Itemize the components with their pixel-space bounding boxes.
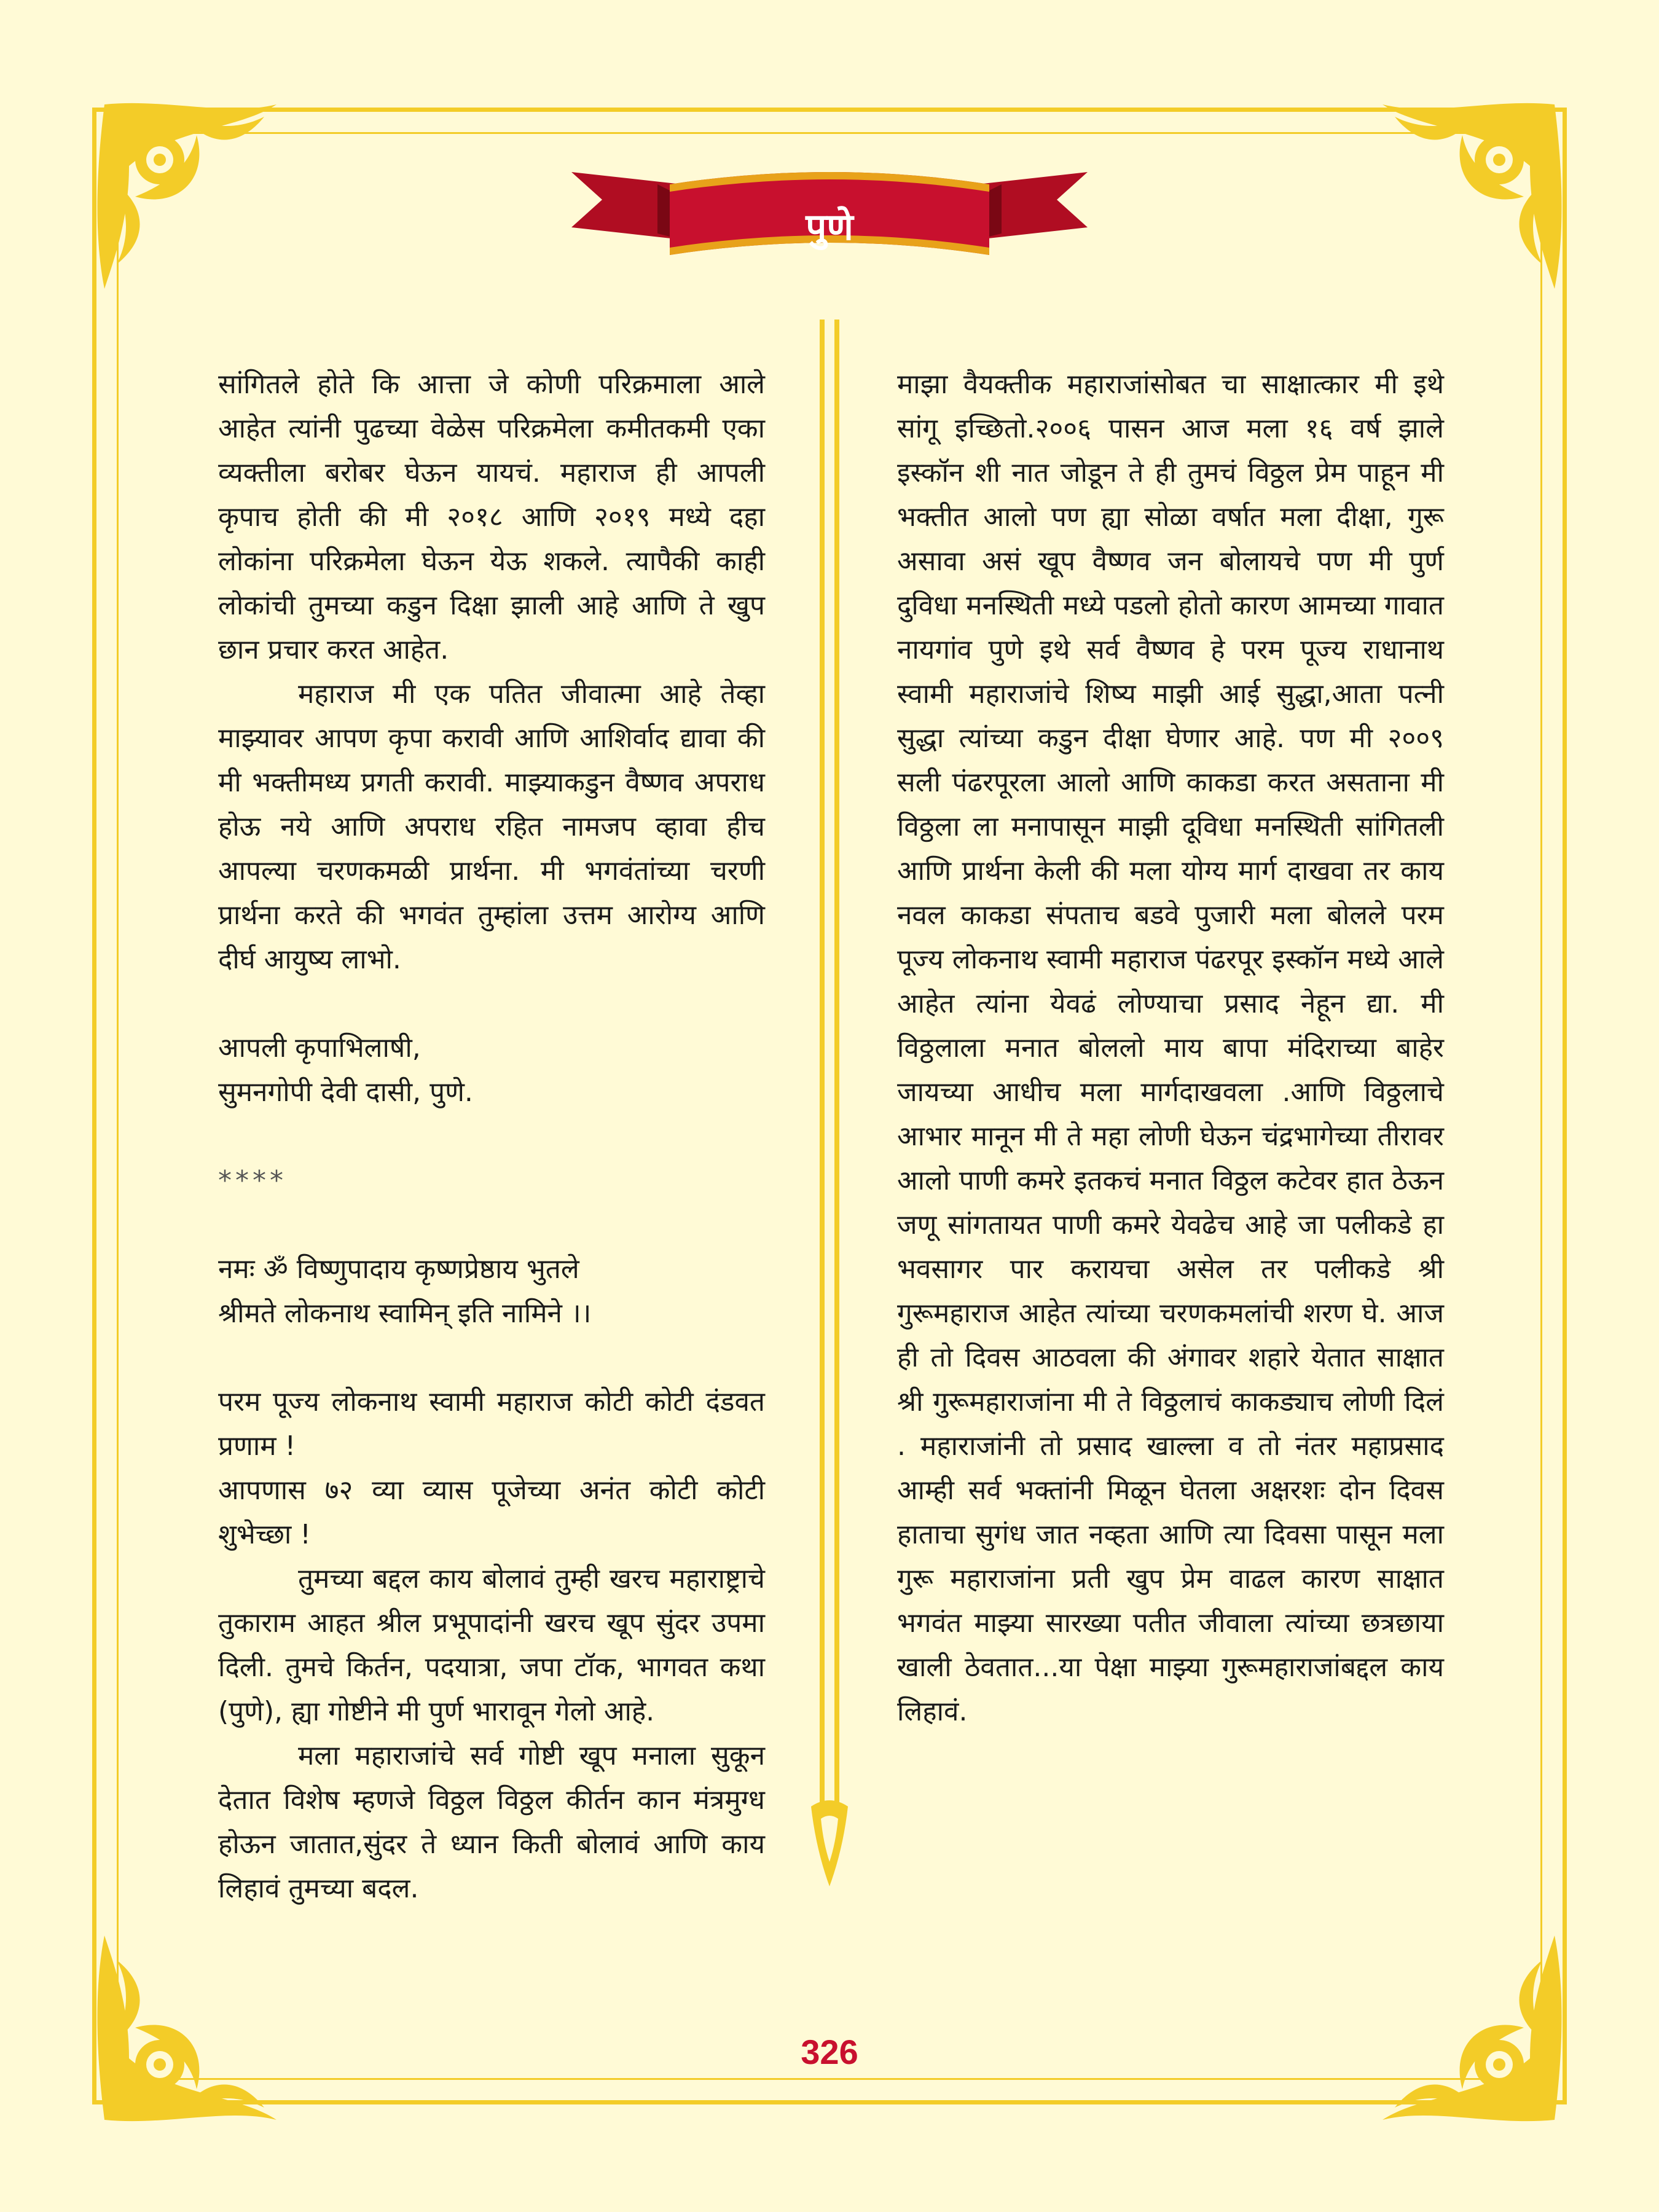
paragraph: परम पूज्य लोकनाथ स्वामी महाराज कोटी कोटी दंडवत प्रणाम ! <box>218 1386 765 1462</box>
mantra-line: श्रीमते लोकनाथ स्वामिन् इति नामिने ।। <box>218 1298 592 1329</box>
vertical-divider-ornament-icon <box>806 320 853 1892</box>
paragraph: माझा वैयक्तीक महाराजांसोबत चा साक्षात्कार मी इथे सांगू इच्छितो.२००६ पासन आज मला १६ वर्ष झाले इस्कॉन शी नात जोडून ते ही तुमचं विठ्ठल प्रेम पाहून मी भक्तीत आलो पण ह्या सोळा वर्षात मला दीक्षा, गुरू असावा असं खूप वैष्णव जन बोलायचे पण मी पुर्ण दुविधा मनस्थिती मध्ये पडलो होतो कारण आमच्या गावात नायगांव पुणे इथे सर्व वैष्णव हे परम पूज्य राधानाथ स्वामी महाराजांचे शिष्य माझी आई सुद्धा,आता पत्नी सुद्धा त्यांच्या कडुन दीक्षा घेणार आहे. पण मी २००९ सली पंढरपूरला आलो आणि काकडा करत असताना मी विठ्ठला ला मनापासून माझी दूविधा मनस्थिती सांगितली आणि प्रार्थना केली की मला योग्य मार्ग दाखवा तर काय नवल काकडा संपताच बडवे पुजारी मला बोलले परम पूज्य लोकनाथ स्वामी महाराज पंढरपूर इस्कॉन मध्ये आले आहेत त्यांना येवढं लोण्याचा प्रसाद नेहून द्या. मी विठ्ठलाला मनात बोललो माय बापा मंदिराच्या बाहेर जायच्या आधीच मला मार्गदाखवला .आणि विठ्ठलाचे आभार मानून मी ते महा लोणी घेऊन चंद्रभागेच्या तीरावर आलो पाणी कमरे इतकचं मनात विठ्ठल कटेवर हात ठेऊन जणू सांगतायत पाणी कमरे येवढेच आहे जा पलीकडे हा भवसागर पार करायचा असेल तर पलीकडे श्री गुरूमहाराज आहेत त्यांच्या चरणकमलांची शरण घे. आज ही तो दिवस आठवला की अंगावर शहारे येतात साक्षात श्री गुरूमहाराजांना मी ते विठ्ठलाचं काकड्याच लोणी दिलं . महाराजांनी तो प्रसाद खाल्ला व तो नंतर महाप्रसाद आम्ही सर्व भक्तांनी मिळून घेतला अक्षरशः दोन दिवस हाताचा सुगंध जात नव्हता आणि त्या दिवसा पासून मला गुरू महाराजांना प्रती खुप प्रेम वाढल कारण साक्षात भगवंत माझ्या सारख्या पतीत जीवाला त्यांच्या छत्रछाया खाली ठेवतात...या पेक्षा माझ्या गुरूमहाराजांबद्दल काय लिहावं. <box>897 369 1444 1727</box>
floral-corner-ornament-icon <box>92 92 301 301</box>
floral-corner-ornament-icon <box>1358 1923 1567 2132</box>
separator-stars: **** <box>218 1165 287 1196</box>
floral-corner-ornament-icon <box>92 1923 301 2132</box>
mantra-line: नमः ॐ विष्णुपादाय कृष्णप्रेष्ठाय भुतले <box>218 1253 579 1285</box>
signature-line: आपली कृपाभिलाषी, <box>218 1032 421 1064</box>
paragraph: आपणास ७२ व्या व्यास पूजेच्या अनंत कोटी कोटी शुभेच्छा ! <box>218 1475 765 1550</box>
paragraph: मला महाराजांचे सर्व गोष्टी खूप मनाला सुकून देतात विशेष म्हणजे विठ्ठल विठ्ठल कीर्तन कान मंत्रमुग्ध होऊन जातात,सुंदर ते ध्यान किती बोलावं आणि काय लिहावं तुमच्या बदल. <box>218 1740 765 1904</box>
paragraph: सांगितले होते कि आत्ता जे कोणी परिक्रमाला आले आहेत त्यांनी पुढच्या वेळेस परिक्रमेला कमीतकमी एका व्यक्तीला बरोबर घेऊन यायचं. महाराज ही आपली कृपाच होती की मी २०१८ आणि २०१९ मध्ये दहा लोकांना परिक्रमेला घेऊन येऊ शकले. त्यापैकी काही लोकांची तुमच्या कडुन दिक्षा झाली आहे आणि ते खुप छान प्रचार करत आहेत. <box>218 369 765 665</box>
signature-name: सुमनगोपी देवी दासी, पुणे. <box>218 1077 473 1108</box>
left-column <box>218 363 765 1911</box>
paragraph: तुमच्या बद्दल काय बोलावं तुम्ही खरच महाराष्ट्राचे तुकाराम आहत श्रील प्रभूपादांनी खरच खूप सुंदर उपमा दिली. तुमचे किर्तन, पदयात्रा, जपा टॉक, भागवत कथा (पुणे), ह्या गोष्टीने मी पुर्ण भारावून गेलो आहे. <box>218 1563 765 1727</box>
paragraph: महाराज मी एक पतित जीवात्मा आहे तेव्हा माझ्यावर आपण कृपा करावी आणि आशिर्वाद द्यावा की मी भक्तीमध्य प्रगती करावी. माझ्याकडुन वैष्णव अपराध होऊ नये आणि अपराध रहित नामजप व्हावा हीच आपल्या चरणकमळी प्रार्थना. मी भगवंतांच्या चरणी प्रार्थना करते की भगवंत तुम्हांला उत्तम आरोग्य आणि दीर्घ आयुष्य लाभो. <box>218 678 765 975</box>
page-title: पुणे <box>806 206 853 249</box>
floral-corner-ornament-icon <box>1358 92 1567 301</box>
right-column <box>897 363 1444 1734</box>
page-number: 326 <box>801 2033 858 2071</box>
